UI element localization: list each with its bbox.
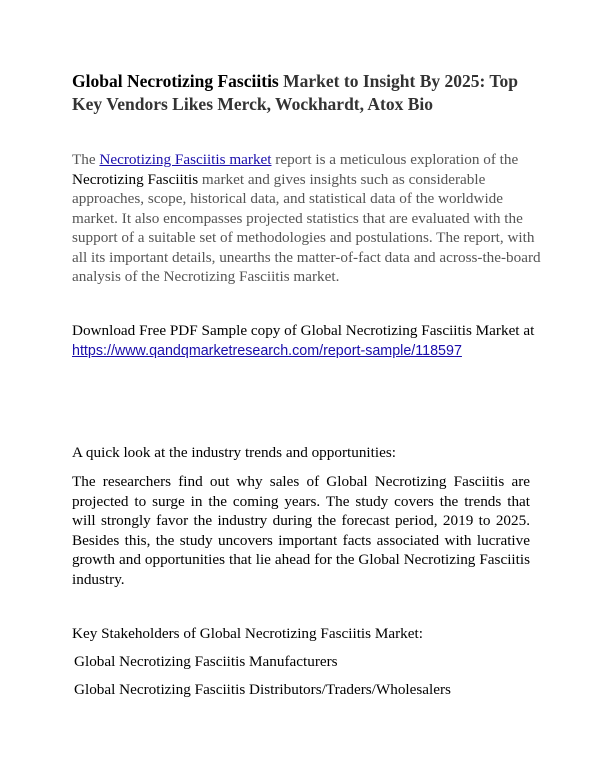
quick-look-heading: A quick look at the industry trends and opportunities:	[72, 444, 396, 461]
research-paragraph: The researchers find out why sales of Global Necrotizing Fasciitis are projected to surge in the coming years. The study covers the trends that will strongly favor the industry during the forecast period, 2019 to 2025. Besides this, the study uncovers important facts associated with lucrative growth and opportunities that lie ahead for the Global Necrotizing Fasciitis industry.	[72, 473, 530, 588]
title-part-2: Market to Insight By 2025: Top Key Vendors Likes Merck, Wockhardt, Atox Bio	[72, 71, 518, 114]
stakeholder-item: Global Necrotizing Fasciitis Distributors/Traders/Wholesalers	[74, 681, 451, 698]
intro-paragraph	[72, 150, 542, 287]
intro-mid: report is a meticulous exploration of the	[271, 151, 519, 168]
download-text: Download Free PDF Sample copy of Global Necrotizing Fasciitis Market at	[72, 322, 535, 339]
intro-dark-text: Necrotizing Fasciitis	[72, 170, 199, 188]
download-paragraph	[72, 321, 542, 361]
intro-prefix: The	[72, 151, 100, 168]
necrotizing-fasciitis-market-link[interactable]: Necrotizing Fasciitis market	[99, 151, 272, 168]
intro-rest: market and gives insights such as considerable approaches, scope, historical data, and statistical data of the worldwide market. It also encompasses projected statistics that are evaluated with the support of a suitable set of methodologies and postulations. The report, with all its important details, unearths the matter-of-fact data and across-the-board analysis of the Necrotizing Fasciitis market.	[72, 170, 541, 285]
stakeholders-heading: Key Stakeholders of Global Necrotizing Fasciitis Market:	[72, 625, 423, 642]
sample-report-link[interactable]: https://www.qandqmarketresearch.com/report-sample/118597	[72, 342, 462, 359]
stakeholder-item: Global Necrotizing Fasciitis Manufacturers	[74, 653, 338, 670]
page-title	[72, 70, 542, 116]
title-part-1: Global Necrotizing Fasciitis	[72, 71, 279, 91]
